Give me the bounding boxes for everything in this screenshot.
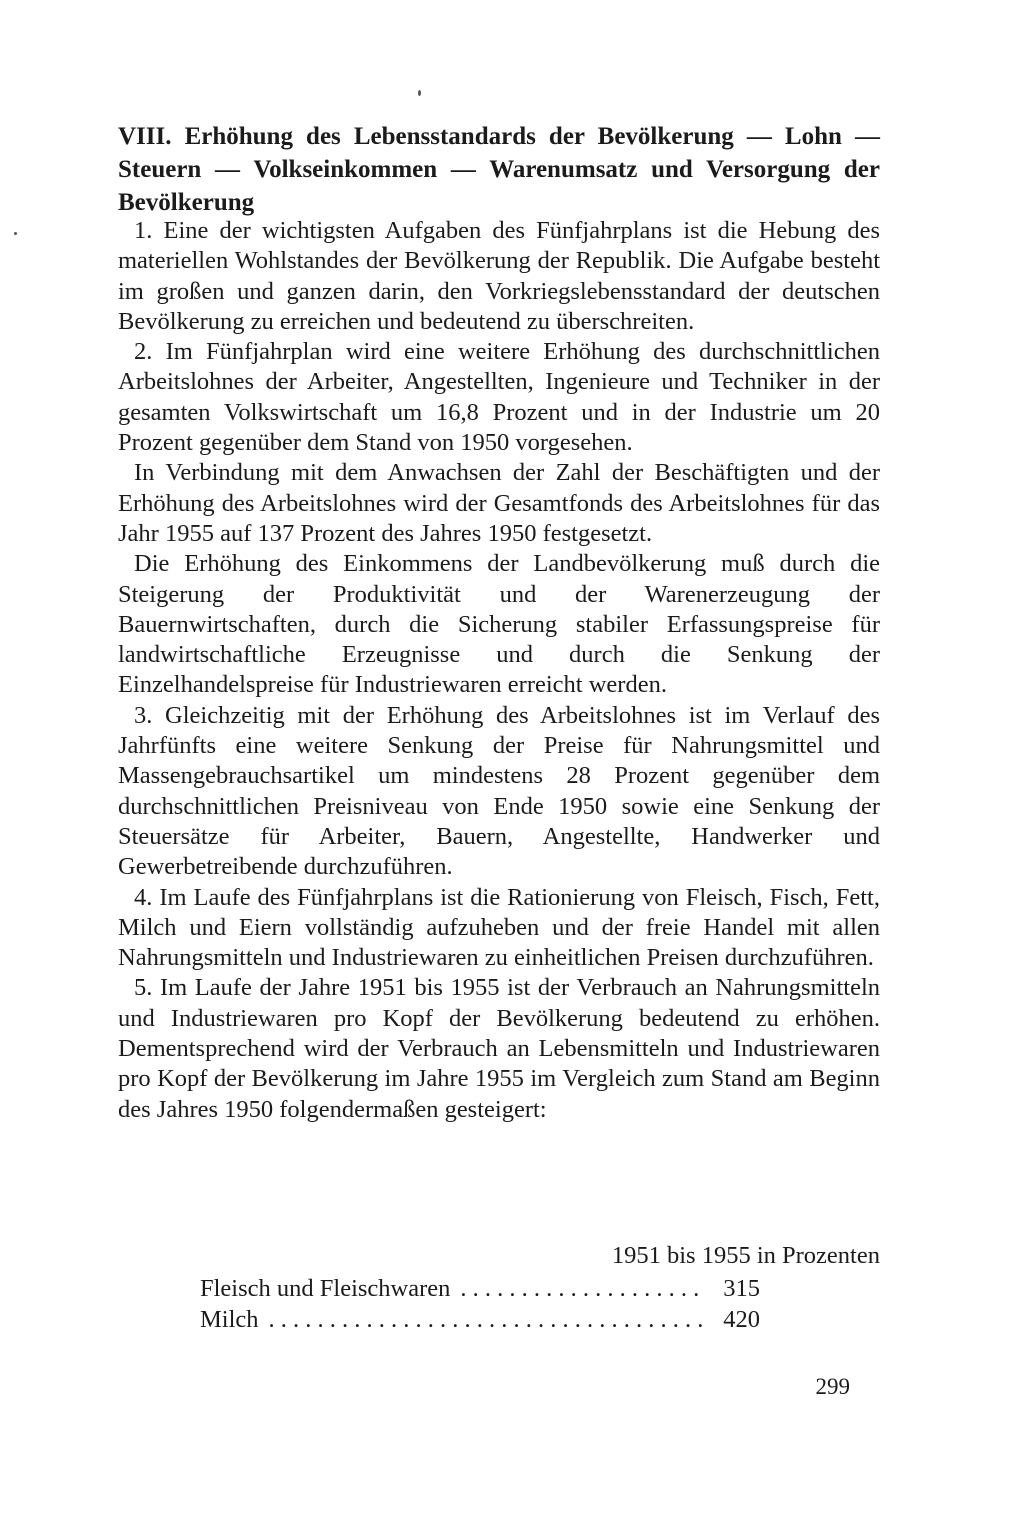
paragraph-1: 1. Eine der wichtigsten Aufgaben des Fünfjahrplans ist die Hebung des materiellen Wohlstandes der Bevölkerung der Republik. Die Aufgabe besteht im großen und ganzen darin, den Vorkriegslebensstandard der deutschen Bevölkerung zu erreichen und bedeutend zu überschreiten. — [118, 217, 880, 335]
paragraph-2: 2. Im Fünfjahrplan wird eine weitere Erhöhung des durchschnittlichen Arbeitslohnes der Arbeiter, Angestellten, Ingenieure und Techniker in der gesamten Volkswirtschaft um 16,8 Prozent und in der Industrie um 20 Prozent gegenüber dem Stand von 1950 vorgesehen. — [118, 338, 880, 457]
paragraph-6: 4. Im Laufe des Fünfjahrplans ist die Rationierung von Fleisch, Fisch, Fett, Milch und Eiern vollständig aufzuheben und der freie Handel mit allen Nahrungsmitteln und Industriewaren zu einheitlichen Preisen durchzuführen. — [118, 883, 880, 972]
table-row — [200, 1304, 760, 1335]
page-number: 299 — [815, 1374, 850, 1399]
consumption-table — [200, 1240, 880, 1335]
row-label: Fleisch und Fleischwaren — [200, 1275, 451, 1302]
dot-leader — [269, 1304, 706, 1335]
row-label: Milch — [200, 1306, 259, 1333]
row-value: 420 — [723, 1306, 760, 1333]
print-speck — [14, 232, 17, 235]
paragraph-3: In Verbindung mit dem Anwachsen der Zahl der Beschäftigten und der Erhöhung des Arbeitslohnes wird der Gesamtfonds des Arbeitslohnes für das Jahr 1955 auf 137 Prozent des Jahres 1950 festgesetzt. — [118, 459, 880, 547]
body-text — [118, 216, 880, 1125]
row-value: 315 — [723, 1275, 760, 1302]
paragraph-4: Die Erhöhung des Einkommens der Landbevölkerung muß durch die Steigerung der Produktivität und der Warenerzeugung der Bauernwirtschaften, durch die Sicherung stabiler Erfassungspreise für landwirtschaftliche Erzeugnisse und durch die Senkung der Einzelhandelspreise für Industriewaren erreicht werden. — [118, 550, 880, 699]
paragraph-5: 3. Gleichzeitig mit der Erhöhung des Arbeitslohnes ist im Verlauf des Jahrfünfts eine weitere Senkung der Preise für Nahrungsmittel und Massengebrauchsartikel um mindestens 28 Prozent gegenüber dem durchschnittlichen Preisniveau von Ende 1950 sowie eine Senkung der Steuersätze für Arbeiter, Bauern, Angestellte, Handwerker und Gewerbetreibende durchzuführen. — [118, 701, 880, 881]
dot-leader — [460, 1273, 706, 1304]
paragraph-7: 5. Im Laufe der Jahre 1951 bis 1955 ist der Verbrauch an Nahrungsmitteln und Industriewaren pro Kopf der Bevölkerung bedeutend zu erhöhen. Dementsprechend wird der Verbrauch an Lebensmitteln und Industriewaren pro Kopf der Bevölkerung im Jahre 1955 im Vergleich zum Stand am Beginn des Jahres 1950 folgendermaßen gesteigert: — [118, 974, 880, 1123]
table-header: 1951 bis 1955 in Prozenten — [611, 1242, 880, 1269]
section-heading: VIII. Erhöhung des Lebensstandards der Bevölkerung — Lohn — Steuern — Volkseinkommen — Warenumsatz und Versorgung der Bevölkerung — [118, 123, 880, 216]
print-speck — [418, 90, 421, 96]
table-row — [200, 1273, 760, 1304]
